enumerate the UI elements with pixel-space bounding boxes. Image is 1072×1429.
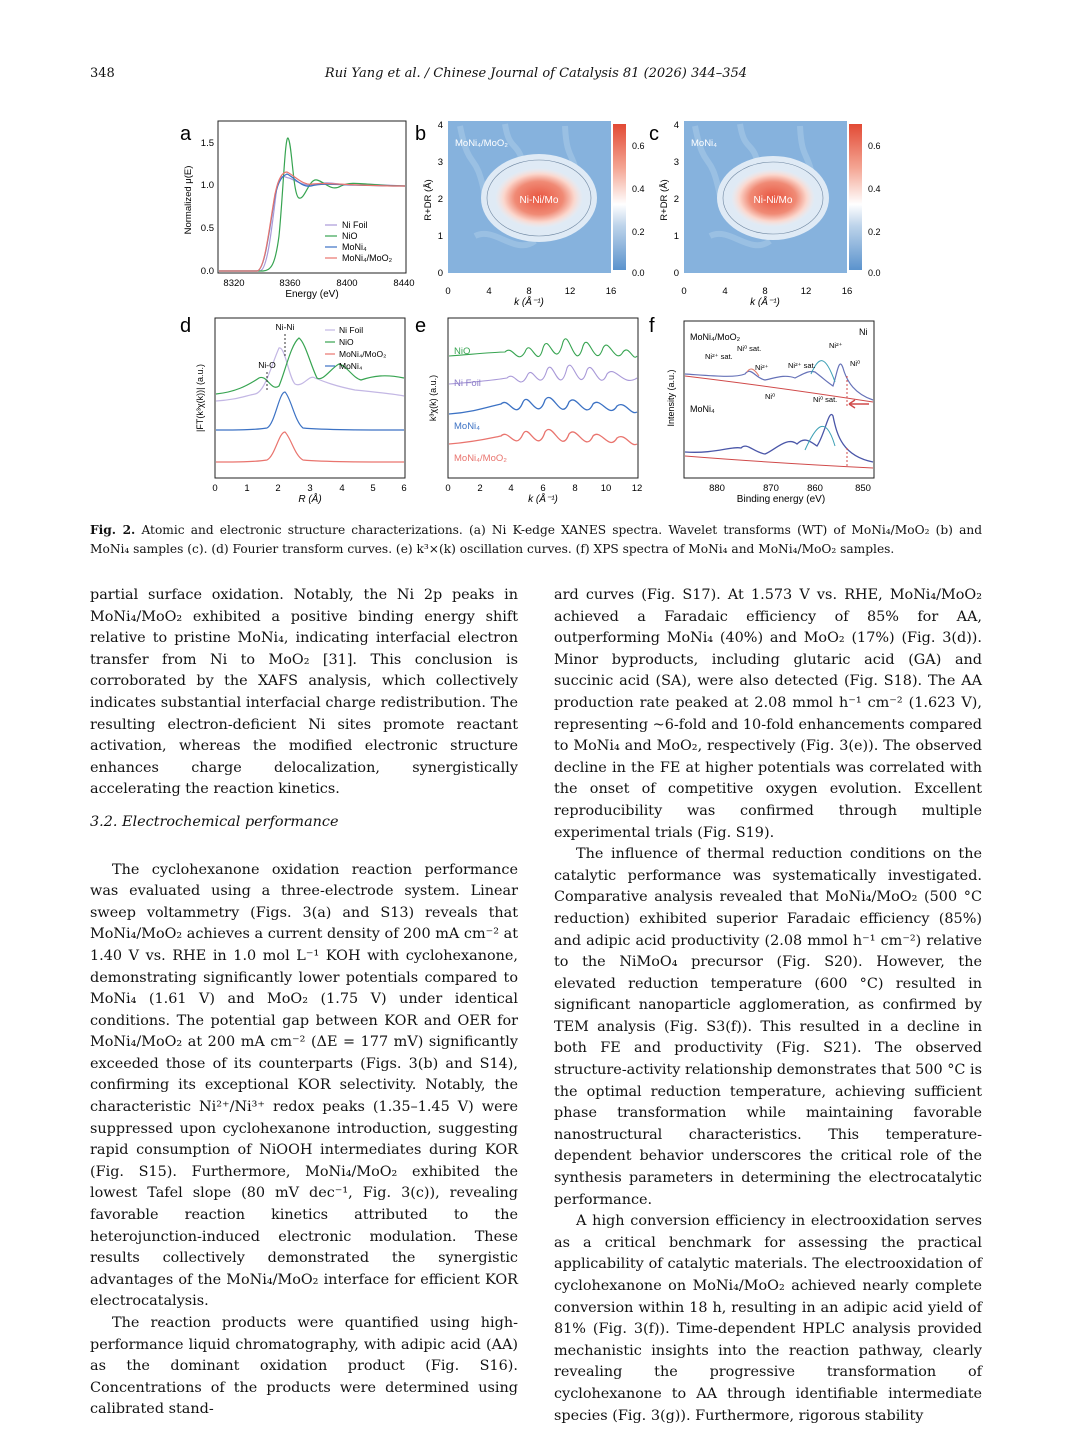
tick-label: 3	[673, 157, 679, 168]
chi-curve-nio	[449, 339, 637, 357]
tick-label: 860	[807, 483, 823, 494]
axis-label-y: Normalized μ(E)	[183, 165, 194, 235]
tick-label: 0.4	[632, 184, 645, 194]
axis-label-y: k³χ(k) (a.u.)	[428, 374, 438, 422]
xps-annotation: Ni²⁺	[755, 363, 769, 372]
tick-label: 1	[437, 231, 443, 242]
tick-label: 4	[508, 483, 514, 494]
journal-citation: Rui Yang et al. / Chinese Journal of Catalysis 81 (2026) 344–354	[324, 66, 748, 81]
wt-label-c: Ni-Ni/Mo	[753, 195, 793, 206]
tick-label: 0.4	[868, 184, 881, 194]
panel-b	[415, 120, 645, 308]
tick-label: 3	[437, 157, 443, 168]
figure-caption	[90, 521, 982, 559]
figure-2	[175, 116, 895, 508]
section-heading: 3.2. Electrochemical performance	[90, 813, 339, 830]
tick-label: 8	[526, 286, 532, 297]
tick-label: 6	[540, 483, 546, 494]
tick-label: 2	[275, 483, 281, 494]
colorbar-b	[613, 124, 626, 270]
tick-label: 1	[673, 231, 679, 242]
xps-curve-top	[685, 364, 873, 400]
axis-label-y: |FT(k³χ(k))| (a.u.)	[195, 364, 205, 432]
xps-annotation: Ni⁰	[765, 392, 776, 401]
paragraph: partial surface oxidation. Notably, the Ni 2p peaks in MoNi₄/MoO₂ exhibited a positive binding energy shift relative to pristine MoNi₄, indicating interfacial electron transfer from Ni to MoO₂ [31]. This conclusion is corroborated by the XAFS analysis, which collectively indicates substantial interfacial charge redistribution. The resulting electron-deficient Ni sites promote reactant activation, whereas the modified electronic structure enhances charge delocalization, synergistically accelerating the reaction kinetics.	[90, 587, 518, 798]
tick-label: 4	[339, 483, 345, 494]
tick-label: 4	[673, 120, 679, 131]
panel-letter-f: f	[649, 315, 655, 337]
tick-label: 0	[445, 483, 451, 494]
tick-label: 2	[437, 194, 443, 205]
tick-label: 0.2	[632, 227, 645, 237]
tick-label: 0	[445, 286, 451, 297]
paragraph: ard curves (Fig. S17). At 1.573 V vs. RHE, MoNi₄/MoO₂ achieved a Faradaic efficiency of 85% for AA, outperforming MoNi₄ (40%) and MoO₂ (17%) (Fig. 3(d)). Minor byproducts, including glutaric acid (GA) and succinic acid (SA), were also detected (Fig. S18). The AA production rate peaked at 2.08 mmol h⁻¹ cm⁻² (1.623 V), representing ~6-fold and 10-fold enhancements compared to MoNi₄ and MoO₂, respectively (Fig. 3(e)). The observed decline in the FE at higher potentials was correlated with the onset of competitive oxygen evolution. Excellent reproducibility was confirmed through multiple experimental trials (Fig. S19).	[554, 587, 982, 841]
axes-frame-f	[684, 321, 874, 478]
legend-entry: MoNi₄/MoO₂	[342, 253, 393, 263]
tick-label: 870	[763, 483, 779, 494]
xps-annotation: Ni²⁺ sat.	[705, 352, 733, 361]
caption-label: Fig. 2.	[90, 523, 136, 537]
tick-label: 16	[841, 286, 853, 297]
tick-label: 2	[673, 194, 679, 205]
tick-label: 1	[244, 483, 250, 494]
tick-label: 8400	[336, 278, 358, 289]
tick-label: 0	[673, 268, 679, 279]
tick-label: 12	[800, 286, 812, 297]
annotation-ni-ni: Ni-Ni	[275, 322, 295, 332]
tick-label: 8	[762, 286, 768, 297]
panel-d	[180, 315, 407, 505]
axis-label-x: k (Å⁻¹)	[514, 297, 544, 308]
tick-label: 0.6	[868, 141, 881, 151]
colorbar-c	[849, 124, 862, 270]
panel-letter-c: c	[649, 123, 659, 145]
legend-entry: Ni Foil	[342, 220, 368, 230]
xps-annotation: Ni²⁺	[829, 341, 843, 350]
caption-text: Atomic and electronic structure characterizations. (a) Ni K-edge XANES spectra. Wavelet transforms (WT) of MoNi₄/MoO₂ (b) and MoNi₄ samples (c). (d) Fourier transform curves. (e) k³×(k) oscillation curves. (f) XPS spectra of MoNi₄ and MoNi₄/MoO₂ samples.	[90, 523, 982, 556]
tick-label: 12	[631, 483, 643, 494]
tick-label: 3	[307, 483, 313, 494]
axis-label-y: R+DR (Å)	[659, 179, 670, 221]
panel-letter-e: e	[415, 315, 427, 337]
tick-label: 0.0	[868, 268, 881, 278]
axis-label-x: Energy (eV)	[285, 289, 339, 300]
xps-annotation: Ni⁰	[850, 359, 861, 368]
legend-entry: MoNi₄	[339, 361, 363, 371]
xps-annotation: Ni²⁺ sat.	[788, 361, 816, 370]
tick-label: 0.6	[632, 141, 645, 151]
legend-entry: MoNi₄/MoO₂	[339, 349, 387, 359]
xps-element-tag: Ni	[859, 327, 868, 337]
xps-sample-top: MoNi₄/MoO₂	[690, 332, 741, 342]
paragraph: The cyclohexanone oxidation reaction performance was evaluated using a three-electrode system. Linear sweep voltammetry (Figs. 3(a) and S13) reveals that MoNi₄/MoO₂ achieves a current density of 200 mA cm⁻² at 1.40 V vs. RHE in 1.0 mol L⁻¹ KOH with cyclohexanone, demonstrating significantly lower potentials compared to MoNi₄ (1.61 V) and MoO₂ (1.75 V) under identical conditions. The potential gap between KOR and OER for MoNi₄/MoO₂ at 200 mA cm⁻² (ΔE = 177 mV) significantly exceeded those of its counterparts (Figs. 3(b) and S14), confirming its exceptional KOR selectivity. Notably, the characteristic Ni²⁺/Ni³⁺ redox peaks (1.35–1.45 V) were suppressed upon cyclohexanone introduction, suggesting rapid consumption of NiOOH intermediates during KOR (Fig. S15). Furthermore, MoNi₄/MoO₂ exhibited the lowest Tafel slope (80 mV dec⁻¹, Fig. 3(c)), revealing favorable reaction kinetics attributed to the heterojunction-induced electronic modulation. These results collectively demonstrated the synergistic advantages of the MoNi₄/MoO₂ interface for efficient KOR electrocatalysis.	[90, 861, 518, 1310]
tick-label: 0.0	[200, 266, 214, 277]
legend-entry: NiO	[339, 337, 354, 347]
ft-curve-moni4	[216, 392, 404, 430]
page-number: 348	[90, 66, 115, 81]
wt-title-b: MoNi₄/MoO₂	[455, 138, 508, 149]
figure-2-svg	[175, 116, 895, 508]
tick-label: 0.0	[632, 268, 645, 278]
tick-label: 850	[855, 483, 871, 494]
series-label: MoNi₄/MoO₂	[454, 453, 507, 464]
axis-label-y: R+DR (Å)	[423, 179, 434, 221]
tick-label: 8	[572, 483, 578, 494]
axes-frame-a	[218, 121, 406, 273]
legend-entry: MoNi₄	[342, 242, 367, 252]
tick-label: 0	[437, 268, 443, 279]
tick-label: 0.5	[200, 223, 214, 234]
tick-label: 0	[681, 286, 687, 297]
tick-label: 6	[401, 483, 407, 494]
chi-curve-moni4	[449, 397, 637, 414]
tick-label: 8320	[223, 278, 245, 289]
wt-label-b: Ni-Ni/Mo	[519, 195, 559, 206]
xps-fit-peak	[805, 426, 835, 450]
tick-label: 5	[370, 483, 376, 494]
series-label: MoNi₄	[454, 421, 481, 432]
column-left	[90, 585, 518, 1421]
panel-a	[180, 121, 415, 300]
axis-label-x: k (Å⁻¹)	[750, 297, 780, 308]
tick-label: 12	[564, 286, 576, 297]
axis-label-x: k (Å⁻¹)	[528, 494, 558, 505]
paragraph: The influence of thermal reduction conditions on the catalytic performance was systematically investigated. Comparative analysis revealed that MoNi₄/MoO₂ (500 °C reduction) exhibited superior Faradaic efficiency (85%) and adipic acid productivity (2.08 mmol h⁻¹ cm⁻²) relative to the NiMoO₄ precursor (Fig. S20). However, the elevated reduction temperature (600 °C) resulted in significant nanoparticle agglomeration, as confirmed by TEM analysis (Fig. S3(f)). This resulted in a decline in both FE and productivity (Fig. S21). The observed structure-activity relationship demonstrates that 500 °C is the optimal reduction temperature, achieving sufficient phase transformation while maintaining favorable nanostructural characteristics. This temperature-dependent behavior underscores the critical role of the synthesis parameters in determining the electrocatalytic performance.	[554, 846, 982, 1208]
tick-label: 880	[709, 483, 725, 494]
annotation-ni-o: Ni-O	[258, 360, 276, 370]
legend-entry: NiO	[342, 231, 358, 241]
tick-label: 0.2	[868, 227, 881, 237]
tick-label: 4	[722, 286, 728, 297]
tick-label: 4	[437, 120, 443, 131]
ft-curve-nio	[216, 338, 404, 394]
paragraph: The reaction products were quantified using high-performance liquid chromatography, with adipic acid (AA) as the dominant oxidation product (Fig. S16). Concentrations of the products were determined using calibrated stand-	[90, 1315, 518, 1418]
tick-label: 10	[600, 483, 612, 494]
xps-annotation: Ni⁰ sat.	[813, 395, 838, 404]
ft-curve-moni4-moo2	[216, 432, 404, 462]
tick-label: 8360	[279, 278, 301, 289]
panel-letter-b: b	[415, 123, 427, 145]
series-label: Ni Foil	[454, 378, 481, 389]
wt-title-c: MoNi₄	[691, 138, 718, 149]
xps-baseline-bottom	[685, 456, 873, 468]
xanes-curve-nio	[219, 138, 405, 271]
xps-baseline-top	[685, 376, 873, 402]
axis-label-x: Binding energy (eV)	[736, 494, 826, 505]
panel-e	[415, 315, 642, 505]
tick-label: 8440	[393, 278, 415, 289]
panel-c	[649, 120, 881, 308]
legend-entry: Ni Foil	[339, 325, 364, 335]
series-label: NiO	[454, 346, 471, 357]
panel-letter-a: a	[180, 123, 192, 145]
panel-letter-d: d	[180, 315, 192, 337]
tick-label: 16	[605, 286, 617, 297]
tick-label: 1.5	[200, 138, 214, 149]
xps-annotation: Ni⁰ sat.	[737, 344, 762, 353]
axis-label-x: R (Å)	[298, 494, 322, 505]
running-header	[90, 66, 982, 86]
paragraph: A high conversion efficiency in electrooxidation serves as a critical benchmark for assessing the practical applicability of catalytic materials. The electrooxidation of cyclohexanone on MoNi₄/MoO₂ achieved nearly complete conversion within 18 h, resulting in an adipic acid yield of 81% (Fig. 3(f)). Time-dependent HPLC analysis provided mechanistic insights into the reaction pathway, clearly revealing the progressive transformation of cyclohexanone to AA through identifiable intermediate species (Fig. 3(g)). Furthermore, rigorous stability	[554, 1213, 982, 1424]
axis-label-y: Intensity (a.u.)	[666, 369, 676, 427]
axes-frame-d	[215, 318, 405, 478]
xps-curve-bottom	[685, 414, 873, 462]
panel-f	[649, 315, 874, 505]
xps-sample-bottom: MoNi₄	[690, 404, 715, 414]
tick-label: 1.0	[200, 180, 214, 191]
tick-label: 2	[477, 483, 483, 494]
tick-label: 4	[486, 286, 492, 297]
tick-label: 0	[212, 483, 218, 494]
column-right	[554, 585, 982, 1427]
